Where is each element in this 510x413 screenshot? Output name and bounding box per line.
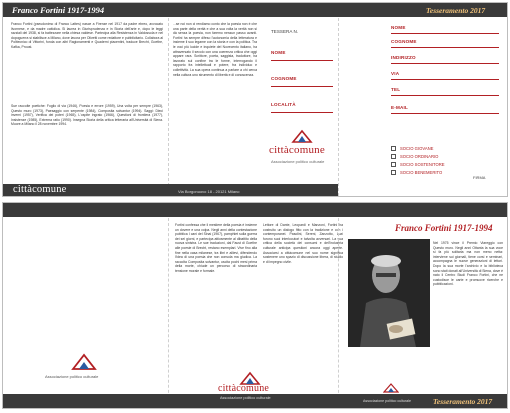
cittacomune-logo-mark-middle	[291, 129, 313, 143]
card-number-label: TESSERA N.	[271, 29, 299, 34]
logo-right-sub: Associazione politico culturale	[363, 399, 411, 403]
logo-middle: cittàcomune	[269, 144, 325, 156]
top-header-bar-middle	[168, 3, 338, 17]
bottom-col2-text: Lettore di Dante, Leopardi e Manzoni, Fortini ha costruito un dialogo fitto con la tradizione e con i contemporanei. Pasolini, Sereni, Zanzotto, Luzi furono suoi interlocutori e talvolta avversari. La sua critica della società dei consumi e dell'industria culturale anticipa questioni ancora oggi aperte. Associarsi a cittàcomune nel suo nome significa sostenere uno spazio di discussione libera, di studio e di impegno civile.	[263, 223, 343, 264]
top-header-bar-right	[338, 3, 508, 17]
form-label-tel-right: TEL	[391, 87, 401, 92]
top-header-tesseramento: Tesseramento 2017	[426, 5, 486, 15]
cittacomune-logo-mark-left	[71, 353, 97, 371]
form-label-cognome-left: COGNOME	[271, 76, 297, 81]
check-label-socio-giovane: SOCIO GIOVANE	[400, 146, 434, 151]
fold-line-2	[338, 18, 339, 196]
top-col1-more: Sue raccolte poetiche: Foglio di via (1946), Poesia e errore (1959), Una volta per sempre (1963), Questo muro (1973), Paesaggio con serpente (1984), Composita solvantur (1994). Saggi: Dieci inverni (1957), Verifica dei poteri (1965), L'ospite ingrato (1966), Questioni di frontiera (1977), Insistenze (1985), Extrema ratio (1990). Insegna Storia della critica letteraria all'Università di Siena. Muore a Milano il 28 novembre 1994.	[11, 104, 163, 127]
check-socio-ordinario[interactable]	[391, 154, 396, 159]
bottom-header-bar-middle	[168, 203, 338, 217]
check-label-socio-sostenitore: SOCIO SOSTENITORE	[400, 162, 445, 167]
check-label-socio-benemerito: SOCIO BENEMERITO	[400, 170, 443, 175]
top-col1-intro: Franco Fortini (pseudonimo di Franco Lattes) nasce a Firenze nel 1917 da padre ebreo, avvocato livornese, e da madre cattolica. Si laurea in Giurisprudenza e in Storia dell'arte e, dopo le leggi razziali del 1938, si fa battezzare nella chiesa valdese. Partecipa alla Resistenza in Valdossola e nel dopoguerra si stabilisce a Milano, dove lavora per Olivetti come redattore e pubblicitario. Collabora al Politecnico di Vittorini, fonda con altri Ragionamenti e Quaderni piacentini, traduce Brecht, Goethe, Kafka, Proust.	[11, 22, 163, 49]
portrait-photo-icon	[348, 239, 430, 347]
bottom-footer-tesseramento: Tesseramento 2017	[433, 397, 493, 406]
top-footer-bar	[3, 184, 338, 197]
form-line-nome-left[interactable]	[271, 60, 333, 61]
form-label-localita-left: LOCALITÀ	[271, 102, 296, 107]
form-label-nome-left: NOME	[271, 50, 286, 55]
form-line-indirizzo-right[interactable]	[391, 63, 499, 64]
footer-address: Via Borgonuovo 18 - 20121 Milano	[178, 189, 240, 194]
form-line-email-right[interactable]	[391, 113, 499, 114]
form-line-localita-left[interactable]	[271, 112, 333, 113]
bottom-col1-text: Fortini confessa che il mestiere della poesia è insieme un dovere e una colpa. Negli anni della contestazione pubblica I cani del Sinai (1967), pamphlet sulla guerra dei sei giorni, e partecipa attivamente al dibattito della nuova sinistra. Le sue traduzioni, dal Faust di Goethe alle poesie di Brecht, restano esemplari. Vive fino alla fine nella casa milanese, tra libri e allievi, difendendo l'idea di una poesia che non consola ma giudica. La raccolta Composita solvantur, uscita pochi mesi prima della morte, chiude un percorso di straordinaria tensione morale e formale.	[175, 223, 257, 273]
membership-card-outside	[2, 2, 508, 197]
form-label-indirizzo-right: INDIRIZZO	[391, 55, 416, 60]
logo-middle-sub: Associazione politico culturale	[271, 159, 325, 164]
form-label-email-right: E-MAIL	[391, 105, 409, 110]
form-line-tel-right[interactable]	[391, 95, 499, 96]
fold-line-4	[338, 218, 339, 408]
top-col2-text: ...se noi non ci rendiamo conto che la poesia non è che una parte della verità e che a sua volta la verità non si dà senza la poesia, non faremo nessun passo avanti. Fortini ha sempre difeso l'autonomia della letteratura e insieme il suo legame con la storia e con la politica. Tra le voci più lucide e inquiete del Novecento italiano, ha attraversato il secolo con una coerenza critica che oggi appare rara. Scrittore, poeta, saggista, traduttore, ha lavorato sul confine tra le forme, interrogando il rapporto fra intellettuali e potere, fra individuo e collettività. La sua opera continua a parlare a chi cerca nella cultura uno strumento di libertà e di conoscenza.	[173, 22, 257, 77]
form-line-nome-right[interactable]	[391, 33, 499, 34]
top-header-bar	[3, 3, 168, 17]
logo-center: cittàcomune	[218, 383, 270, 394]
footer-logo-left: cittàcomune	[13, 184, 67, 195]
top-header-title: Franco Fortini 1917-1994	[12, 5, 105, 15]
fold-line-1	[168, 18, 169, 196]
form-label-via-right: VIA	[391, 71, 400, 76]
fold-line-3	[168, 218, 169, 408]
membership-card-inside	[2, 202, 508, 409]
check-socio-benemerito[interactable]	[391, 170, 396, 175]
check-socio-sostenitore[interactable]	[391, 162, 396, 167]
bottom-col3-text: Nel 1975 vince il Premio Viareggio con Questo muro. Negli anni Ottanta la sua voce si fa più solitaria ma non meno netta: interviene sui giornali, tiene corsi e seminari, accompagna le nuove generazioni di lettori. Dopo la sua morte l'archivio e la biblioteca sono stati donati all'Università di Siena, dove è nato il Centro Studi Franco Fortini, che ne custodisce le carte e promuove ricerche e pubblicazioni.	[433, 241, 503, 287]
form-label-cognome-right: COGNOME	[391, 39, 417, 44]
logo-left-sub: Associazione politico culturale	[45, 374, 99, 379]
signature-label: FIRMA	[473, 175, 486, 180]
form-line-cognome-right[interactable]	[391, 47, 499, 48]
logo-center-sub: Associazione politico culturale	[220, 396, 271, 400]
form-line-cognome-left[interactable]	[271, 86, 333, 87]
bottom-header-bar-right	[338, 203, 508, 217]
check-label-socio-ordinario: SOCIO ORDINARIO	[400, 154, 439, 159]
cittacomune-logo-mark-right	[383, 383, 399, 393]
check-socio-giovane[interactable]	[391, 146, 396, 151]
portrait-photo	[348, 239, 430, 347]
bottom-header-bar	[3, 203, 168, 217]
bottom-section-title: Franco Fortini 1917-1994	[395, 223, 493, 233]
form-line-via-right[interactable]	[391, 79, 499, 80]
form-label-nome-right: NOME	[391, 25, 406, 30]
